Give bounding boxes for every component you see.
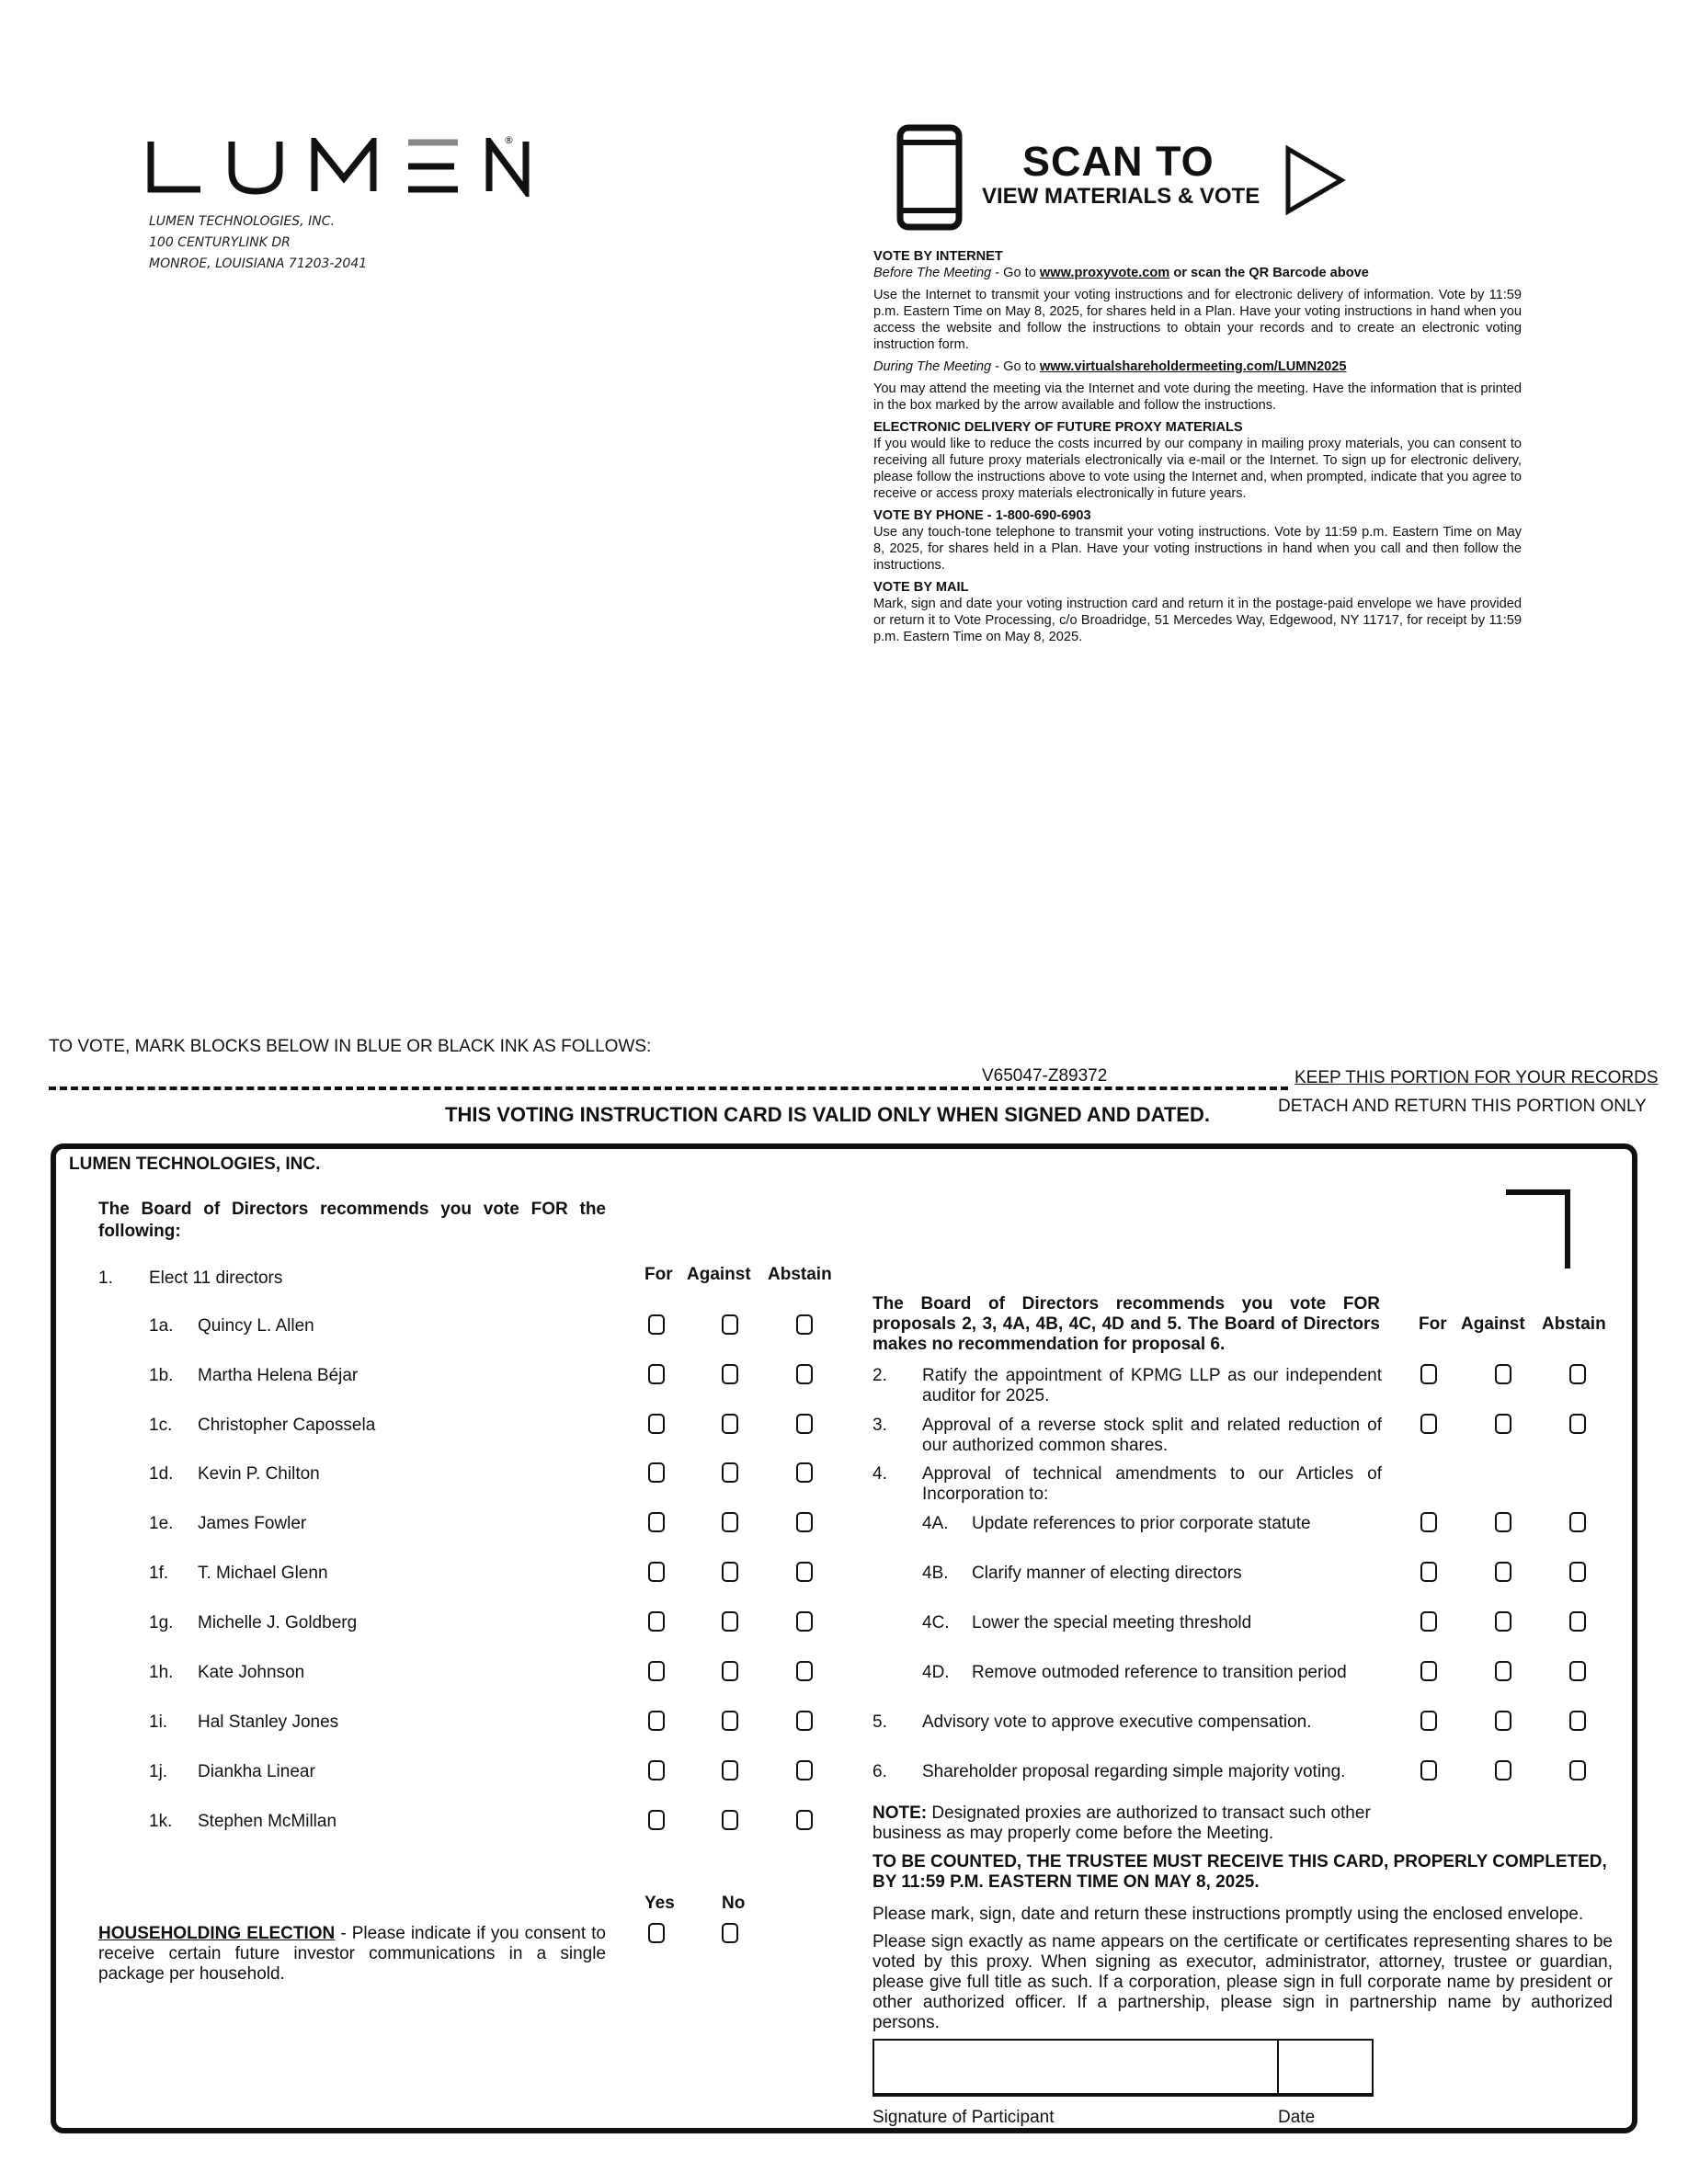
director-number: 1c. bbox=[149, 1416, 173, 1435]
vote-checkbox-for[interactable] bbox=[648, 1711, 665, 1731]
smartphone-icon bbox=[896, 124, 963, 231]
during-meeting-body: You may attend the meeting via the Internet and vote during the meeting. Have the information that is printed in the box marked by the arrow available and follow the instructions. bbox=[873, 381, 1522, 413]
proposal-number: 2. bbox=[873, 1366, 887, 1385]
signature-label: Signature of Participant bbox=[873, 2108, 1055, 2127]
mail-body: Mark, sign and date your voting instruction card and return it in the postage-paid envelope we have provided or return it to Vote Processing, c/o Broadridge, 51 Mercedes Way, Edgewood, NY 11717, for receipt by 11:59 p.m. Eastern Time on May 8, 2025. bbox=[873, 597, 1522, 644]
col-header-for: For bbox=[1419, 1314, 1447, 1334]
director-number: 1b. bbox=[149, 1366, 174, 1385]
proposal-number: 5. bbox=[873, 1712, 887, 1732]
director-number: 1j. bbox=[149, 1762, 168, 1781]
virtual-meeting-link[interactable]: www.virtualshareholdermeeting.com/LUMN2025 bbox=[1039, 359, 1347, 374]
proxyvote-link[interactable]: www.proxyvote.com bbox=[1039, 266, 1170, 280]
detach-portion-text: DETACH AND RETURN THIS PORTION ONLY bbox=[1278, 1097, 1647, 1116]
director-name: T. Michael Glenn bbox=[198, 1564, 328, 1583]
proposal-number: 4C. bbox=[922, 1613, 950, 1632]
vote-checkbox-against[interactable] bbox=[1495, 1611, 1511, 1632]
date-label: Date bbox=[1278, 2108, 1316, 2127]
vote-checkbox-abstain[interactable] bbox=[796, 1661, 813, 1681]
vote-checkbox-for[interactable] bbox=[1420, 1611, 1437, 1632]
vote-checkbox-for[interactable] bbox=[1420, 1562, 1437, 1582]
vote-checkbox-against[interactable] bbox=[1495, 1364, 1511, 1384]
vote-checkbox-abstain[interactable] bbox=[796, 1760, 813, 1780]
valid-notice: THIS VOTING INSTRUCTION CARD IS VALID ONLY WHEN SIGNED AND DATED. bbox=[445, 1103, 1210, 1126]
during-meeting-label: During The Meeting bbox=[873, 359, 992, 374]
vote-checkbox-abstain[interactable] bbox=[1569, 1414, 1586, 1434]
card-company-name: LUMEN TECHNOLOGIES, INC. bbox=[69, 1155, 321, 1174]
director-name: Diankha Linear bbox=[198, 1762, 315, 1781]
proposal-text: Lower the special meeting threshold bbox=[972, 1613, 1252, 1632]
vote-checkbox-abstain[interactable] bbox=[796, 1562, 813, 1582]
vote-checkbox-against[interactable] bbox=[1495, 1512, 1511, 1532]
vote-checkbox-against[interactable] bbox=[1495, 1562, 1511, 1582]
proposal-text: Ratify the appointment of KPMG LLP as our independent auditor for 2025. bbox=[922, 1366, 1382, 1405]
phone-heading: VOTE BY PHONE - 1-800-690-6903 bbox=[873, 508, 1091, 523]
vote-checkbox-for[interactable] bbox=[1420, 1760, 1437, 1780]
control-number: V65047-Z89372 bbox=[982, 1066, 1108, 1086]
before-meeting-goto: - Go to bbox=[991, 266, 1040, 280]
director-number: 1h. bbox=[149, 1663, 174, 1682]
householding-yes-header: Yes bbox=[644, 1894, 675, 1913]
vote-checkbox-against[interactable] bbox=[722, 1711, 738, 1731]
vote-checkbox-against[interactable] bbox=[722, 1760, 738, 1780]
company-address bbox=[149, 211, 367, 275]
director-number: 1d. bbox=[149, 1464, 174, 1484]
vote-checkbox-abstain[interactable] bbox=[1569, 1562, 1586, 1582]
vote-checkbox-abstain[interactable] bbox=[796, 1810, 813, 1830]
vote-checkbox-against[interactable] bbox=[1495, 1661, 1511, 1681]
director-number: 1e. bbox=[149, 1514, 174, 1533]
director-name: Christopher Capossela bbox=[198, 1416, 376, 1435]
proposal-text: Advisory vote to approve executive compensation. bbox=[922, 1712, 1312, 1732]
vote-checkbox-for[interactable] bbox=[1420, 1512, 1437, 1532]
col-header-against: Against bbox=[1461, 1314, 1525, 1334]
col-header-abstain: Abstain bbox=[1542, 1314, 1606, 1334]
director-number: 1a. bbox=[149, 1316, 174, 1336]
vote-checkbox-abstain[interactable] bbox=[796, 1314, 813, 1335]
vote-checkbox-abstain[interactable] bbox=[796, 1462, 813, 1483]
director-number: 1f. bbox=[149, 1564, 169, 1583]
vote-checkbox-abstain[interactable] bbox=[796, 1512, 813, 1532]
voting-instructions bbox=[873, 248, 1522, 651]
board-recommendation-left: The Board of Directors recommends you vote FOR the following: bbox=[98, 1200, 606, 1241]
board-recommendation-right: The Board of Directors recommends you vote FOR proposals 2, 3, 4A, 4B, 4C, 4D and 5. The Board of Directors makes no recommendation for proposal 6. bbox=[873, 1294, 1380, 1354]
registered-mark: ® bbox=[504, 134, 514, 146]
proposal-number: 6. bbox=[873, 1762, 887, 1781]
mail-heading: VOTE BY MAIL bbox=[873, 580, 969, 595]
vote-checkbox-against[interactable] bbox=[722, 1314, 738, 1335]
vote-checkbox-abstain[interactable] bbox=[796, 1364, 813, 1384]
address-line: MONROE, LOUISIANA 71203-2041 bbox=[149, 256, 368, 271]
proposal-number: 4. bbox=[873, 1464, 887, 1484]
mark-instruction: TO VOTE, MARK BLOCKS BELOW IN BLUE OR BLACK INK AS FOLLOWS: bbox=[49, 1037, 652, 1056]
proposal-1-number: 1. bbox=[98, 1268, 113, 1288]
proposal-text: Shareholder proposal regarding simple majority voting. bbox=[922, 1762, 1346, 1781]
proposal-number: 4A. bbox=[922, 1514, 949, 1533]
proxy-note bbox=[873, 1803, 1387, 1844]
director-name: Quincy L. Allen bbox=[198, 1316, 314, 1336]
vote-checkbox-abstain[interactable] bbox=[796, 1711, 813, 1731]
proposal-text: Clarify manner of electing directors bbox=[972, 1564, 1242, 1583]
vote-checkbox-for[interactable] bbox=[648, 1364, 665, 1384]
vote-checkbox-abstain[interactable] bbox=[796, 1414, 813, 1434]
vote-checkbox-for[interactable] bbox=[648, 1512, 665, 1532]
director-name: James Fowler bbox=[198, 1514, 307, 1533]
signature-field[interactable] bbox=[873, 2039, 1374, 2097]
proposal-number: 4D. bbox=[922, 1663, 950, 1682]
vote-checkbox-abstain[interactable] bbox=[1569, 1611, 1586, 1632]
proposal-number: 4B. bbox=[922, 1564, 949, 1583]
vote-checkbox-against[interactable] bbox=[722, 1611, 738, 1632]
vote-checkbox-abstain[interactable] bbox=[1569, 1512, 1586, 1532]
proposal-number: 3. bbox=[873, 1416, 887, 1435]
vote-checkbox-for[interactable] bbox=[648, 1314, 665, 1335]
householding-election bbox=[98, 1924, 606, 1985]
vote-checkbox-against[interactable] bbox=[722, 1462, 738, 1483]
director-name: Kevin P. Chilton bbox=[198, 1464, 320, 1484]
vote-checkbox-for[interactable] bbox=[1420, 1711, 1437, 1731]
address-line: 100 CENTURYLINK DR bbox=[149, 235, 291, 250]
electronic-body: If you would like to reduce the costs incurred by our company in mailing proxy materials, you can consent to receiving all future proxy materials electronically via e-mail or the Internet. To sign up for electronic delivery, please follow the instructions above to vote using the Internet and, when prompted, indicate that you agree to receive or access proxy materials electronically in future years. bbox=[873, 437, 1522, 501]
vote-checkbox-for[interactable] bbox=[648, 1462, 665, 1483]
scan-title: SCAN TO bbox=[1022, 138, 1215, 185]
signing-instruction: Please sign exactly as name appears on the certificate or certificates representing shares to be voted by this proxy. When signing as executor, administrator, attorney, trustee or guardian, please give full title as such. If a corporation, please sign in full corporate name by president or other authorized officer. If a partnership, please sign in partnership name by authorized persons. bbox=[873, 1932, 1613, 2032]
vote-checkbox-abstain[interactable] bbox=[1569, 1711, 1586, 1731]
signature-date-divider bbox=[1277, 2039, 1279, 2097]
internet-body: Use the Internet to transmit your voting instructions and for electronic delivery of information. Vote by 11:59 p.m. Eastern Time on May 8, 2025, for shares held in a Plan. Have your voting instructions in hand when you access the website and follow the instructions to obtain your records and to create an electronic voting instruction form. bbox=[873, 288, 1522, 352]
lumen-logo bbox=[147, 138, 533, 197]
vote-checkbox-against[interactable] bbox=[722, 1364, 738, 1384]
vote-checkbox-abstain[interactable] bbox=[1569, 1364, 1586, 1384]
phone-body: Use any touch-tone telephone to transmit your voting instructions. Vote by 11:59 p.m. Eastern Time on May 8, 2025, for shares held in a Plan. Have your voting instructions in hand when you call and then follow the instructions. bbox=[873, 525, 1522, 573]
vote-checkbox-against[interactable] bbox=[722, 1661, 738, 1681]
note-label: NOTE: bbox=[873, 1803, 928, 1823]
vote-checkbox-against[interactable] bbox=[1495, 1711, 1511, 1731]
vote-checkbox-against[interactable] bbox=[722, 1810, 738, 1830]
director-name: Michelle J. Goldberg bbox=[198, 1613, 358, 1632]
during-meeting-goto: - Go to bbox=[991, 359, 1040, 374]
householding-checkbox-yes[interactable] bbox=[648, 1923, 665, 1943]
scan-subtitle: VIEW MATERIALS & VOTE bbox=[982, 184, 1260, 209]
vote-checkbox-for[interactable] bbox=[648, 1414, 665, 1434]
proposal-text: Approval of technical amendments to our Articles of Incorporation to: bbox=[922, 1464, 1382, 1504]
electronic-heading: ELECTRONIC DELIVERY OF FUTURE PROXY MATERIALS bbox=[873, 420, 1243, 435]
vote-checkbox-against[interactable] bbox=[722, 1562, 738, 1582]
director-name: Martha Helena Béjar bbox=[198, 1366, 359, 1385]
proposal-text: Remove outmoded reference to transition period bbox=[972, 1663, 1347, 1682]
vote-checkbox-for[interactable] bbox=[1420, 1414, 1437, 1434]
vote-checkbox-abstain[interactable] bbox=[1569, 1760, 1586, 1780]
trustee-deadline: TO BE COUNTED, THE TRUSTEE MUST RECEIVE THIS CARD, PROPERLY COMPLETED, BY 11:59 P.M. EASTERN TIME ON MAY 8, 2025. bbox=[873, 1852, 1607, 1892]
vote-checkbox-against[interactable] bbox=[1495, 1760, 1511, 1780]
keep-portion-text: KEEP THIS PORTION FOR YOUR RECORDS bbox=[1295, 1068, 1659, 1087]
note-text: Designated proxies are authorized to transact such other business as may properly come before the Meeting. bbox=[873, 1803, 1371, 1843]
col-header-abstain: Abstain bbox=[768, 1265, 832, 1284]
director-number: 1g. bbox=[149, 1613, 174, 1632]
householding-checkbox-no[interactable] bbox=[722, 1923, 738, 1943]
proposal-text: Update references to prior corporate statute bbox=[972, 1514, 1311, 1533]
address-line: LUMEN TECHNOLOGIES, INC. bbox=[149, 214, 335, 229]
vote-checkbox-for[interactable] bbox=[648, 1661, 665, 1681]
director-number: 1k. bbox=[149, 1812, 173, 1831]
proposal-1-text: Elect 11 directors bbox=[149, 1268, 283, 1288]
vote-checkbox-against[interactable] bbox=[722, 1512, 738, 1532]
householding-no-header: No bbox=[722, 1894, 746, 1913]
vote-checkbox-for[interactable] bbox=[648, 1611, 665, 1632]
director-name: Hal Stanley Jones bbox=[198, 1712, 339, 1732]
col-header-against: Against bbox=[687, 1265, 751, 1284]
vote-checkbox-for[interactable] bbox=[1420, 1661, 1437, 1681]
vote-checkbox-abstain[interactable] bbox=[796, 1611, 813, 1632]
vote-checkbox-for[interactable] bbox=[648, 1562, 665, 1582]
director-name: Kate Johnson bbox=[198, 1663, 305, 1682]
before-meeting-label: Before The Meeting bbox=[873, 266, 992, 280]
vote-checkbox-for[interactable] bbox=[648, 1810, 665, 1830]
before-meeting-tail: or scan the QR Barcode above bbox=[1169, 266, 1369, 280]
return-instruction: Please mark, sign, date and return these instructions promptly using the enclosed envelope. bbox=[873, 1905, 1584, 1924]
proposal-text: Approval of a reverse stock split and related reduction of our authorized common shares. bbox=[922, 1416, 1382, 1455]
col-header-for: For bbox=[644, 1265, 673, 1284]
vote-checkbox-against[interactable] bbox=[1495, 1414, 1511, 1434]
vote-checkbox-for[interactable] bbox=[648, 1760, 665, 1780]
householding-label: HOUSEHOLDING ELECTION bbox=[98, 1924, 336, 1943]
householding-text: - Please indicate if you consent to receive certain future investor communications in a single package per household. bbox=[98, 1924, 607, 1984]
vote-checkbox-against[interactable] bbox=[722, 1414, 738, 1434]
vote-checkbox-abstain[interactable] bbox=[1569, 1661, 1586, 1681]
arrow-right-icon bbox=[1283, 145, 1347, 215]
director-name: Stephen McMillan bbox=[198, 1812, 337, 1831]
director-number: 1i. bbox=[149, 1712, 168, 1732]
internet-heading: VOTE BY INTERNET bbox=[873, 249, 1003, 264]
vote-checkbox-for[interactable] bbox=[1420, 1364, 1437, 1384]
detach-dashed-line bbox=[49, 1086, 1288, 1090]
corner-mark bbox=[1506, 1189, 1570, 1268]
